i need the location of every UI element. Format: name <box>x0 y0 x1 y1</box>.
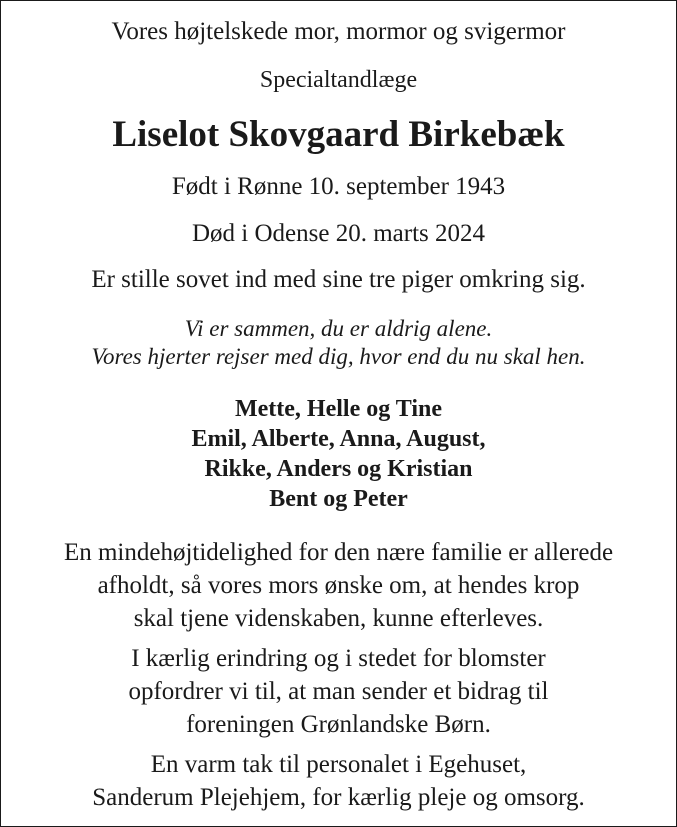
donation-line: I kærlig erindring og i stedet for blomster <box>131 645 546 672</box>
donation-line: foreningen Grønlandske Børn. <box>186 711 491 738</box>
intro-text: Vores højtelskede mor, mormor og svigermor <box>111 18 566 45</box>
family-line: Mette, Helle og Tine <box>234 396 443 422</box>
thanks-line: Sanderum Plejehjem, for kærlig pleje og omsorg. <box>92 784 585 811</box>
donation-note <box>1 642 676 741</box>
birth-line: Født i Rønne 10. september 1943 <box>171 173 506 200</box>
memorial-line: afholdt, så vores mors ønske om, at hendes krop <box>97 572 580 599</box>
family-line: Bent og Peter <box>269 486 408 512</box>
death-line: Død i Odense 20. marts 2024 <box>191 220 486 247</box>
memorial-line: skal tjene videnskaben, kunne efterleves. <box>133 605 544 632</box>
family-names <box>1 394 676 514</box>
thanks-note <box>1 748 676 814</box>
deceased-name: Liselot Skovgaard Birkebæk <box>112 114 565 155</box>
family-line: Rikke, Anders og Kristian <box>204 456 473 482</box>
passing-line: Er stille sovet ind med sine tre piger omkring sig. <box>91 266 586 293</box>
memorial-note <box>1 536 676 635</box>
family-line: Emil, Alberte, Anna, August, <box>191 426 486 452</box>
memorial-line: En mindehøjtidelighed for den nære familie er allerede <box>63 539 614 566</box>
profession-title: Specialtandlæge <box>259 67 418 93</box>
verse-line: Vores hjerter rejser med dig, hvor end du nu skal hen. <box>91 344 586 369</box>
donation-line: opfordrer vi til, at man sender et bidrag til <box>128 678 549 705</box>
thanks-line: En varm tak til personalet i Egehuset, <box>150 751 527 778</box>
verse-block <box>1 315 676 371</box>
verse-line: Vi er sammen, du er aldrig alene. <box>184 316 493 341</box>
